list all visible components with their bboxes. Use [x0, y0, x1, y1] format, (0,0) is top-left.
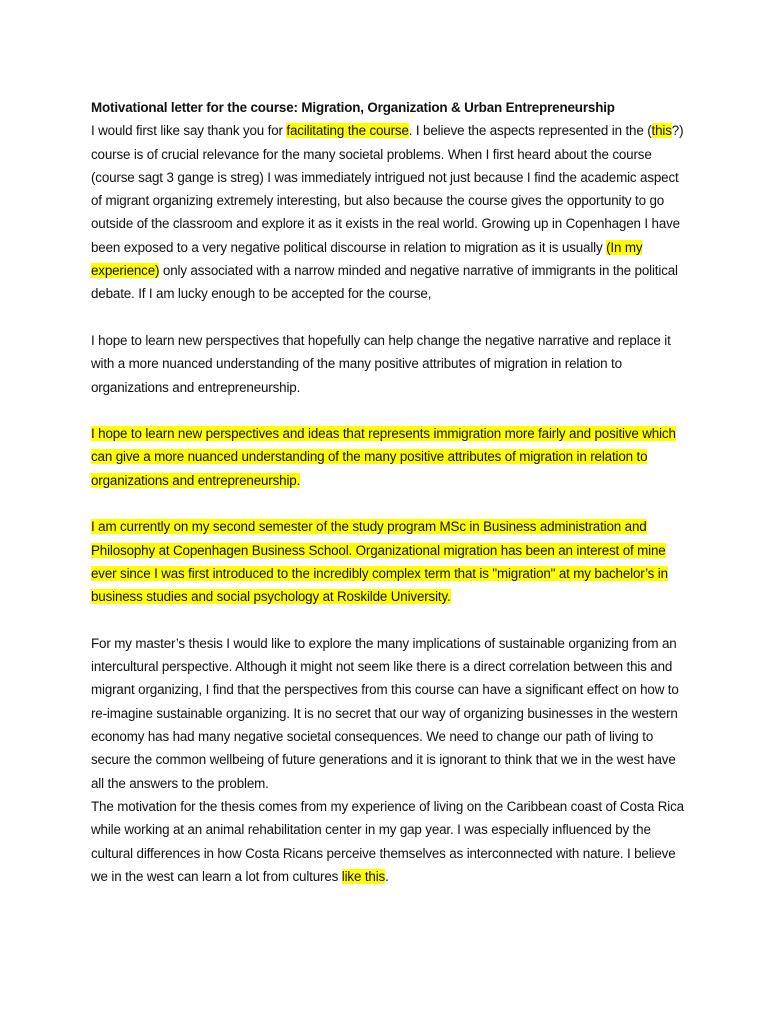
document-page: [91, 96, 691, 888]
paragraph-thesis: For my master’s thesis I would like to explore the many implications of sustainable organizing from an intercultural perspective. Although it might not seem like there is a direct correlation between this and migrant organizing, I find that the perspectives from this course can have a significant effect on how to re-imagine sustainable organizing. It is no secret that our way of organizing businesses in the western economy has had many negative societal consequences. We need to change our path of living to secure the common wellbeing of future generations and it is ignorant to think that we in the west have all the answers to the problem.: [91, 635, 679, 791]
highlight-this: this: [651, 123, 672, 139]
paragraph-gap: [91, 609, 691, 632]
paragraph-hope-highlighted: [91, 422, 691, 492]
letter-title: Motivational letter for the course: Migration, Organization & Urban Entrepreneurship: [91, 100, 615, 115]
paragraph-intro: [91, 119, 691, 305]
text-run: I would first like say thank you for: [91, 123, 287, 139]
highlight-facilitating: facilitating the course: [286, 123, 409, 139]
highlight-like-this: like this: [341, 868, 386, 884]
highlight-hope-paragraph: I hope to learn new perspectives and ideas that represents immigration more fairly and positive which can give a more nuanced understanding of the many positive attributes of migration in relation to organizations and entrepreneurship.: [91, 426, 676, 488]
text-run: .: [385, 868, 389, 884]
paragraph-hope: I hope to learn new perspectives that hopefully can help change the negative narrative and replace it with a more nuanced understanding of the many positive attributes of migration in relation to organizations and entrepreneurship.: [91, 332, 671, 395]
text-run: only associated with a narrow minded and negative narrative of immigrants in the political debate. If I am lucky enough to be accepted for the course,: [91, 263, 678, 302]
paragraph-gap: [91, 399, 691, 422]
paragraph-gap: [91, 306, 691, 329]
highlight-in-my-experience: (In my experience): [91, 239, 643, 279]
paragraph-gap: [91, 492, 691, 515]
paragraph-motivation: [91, 795, 691, 888]
text-run: The motivation for the thesis comes from my experience of living on the Caribbean coast of Costa Rica while working at an animal rehabilitation center in my gap year. I was especially influenced by the cultural differences in how Costa Ricans perceive themselves as interconnected with nature. I believe we in the west can learn a lot from cultures: [91, 798, 684, 884]
highlight-study-paragraph: I am currently on my second semester of the study program MSc in Business administration and Philosophy at Copenhagen Business School. Organizational migration has been an interest of mine ever since I was first introduced to the incredibly complex term that is "migration" at my bachelor’s in business studies and social psychology at Roskilde University.: [91, 519, 668, 605]
text-run: . I believe the aspects represented in the (: [408, 123, 652, 139]
text-run: ?) course is of crucial relevance for the many societal problems. When I first heard about the course (course sagt 3 gange is streg) I was immediately intrigued not just because I find the academic aspect of migrant organizing extremely interesting, but also because the course gives the opportunity to go outside of the classroom and explore it as it exists in the real world. Growing up in Copenhagen I have been exposed to a very negative political discourse in relation to migration as it is usually: [91, 123, 684, 255]
paragraph-current-study: [91, 515, 691, 608]
